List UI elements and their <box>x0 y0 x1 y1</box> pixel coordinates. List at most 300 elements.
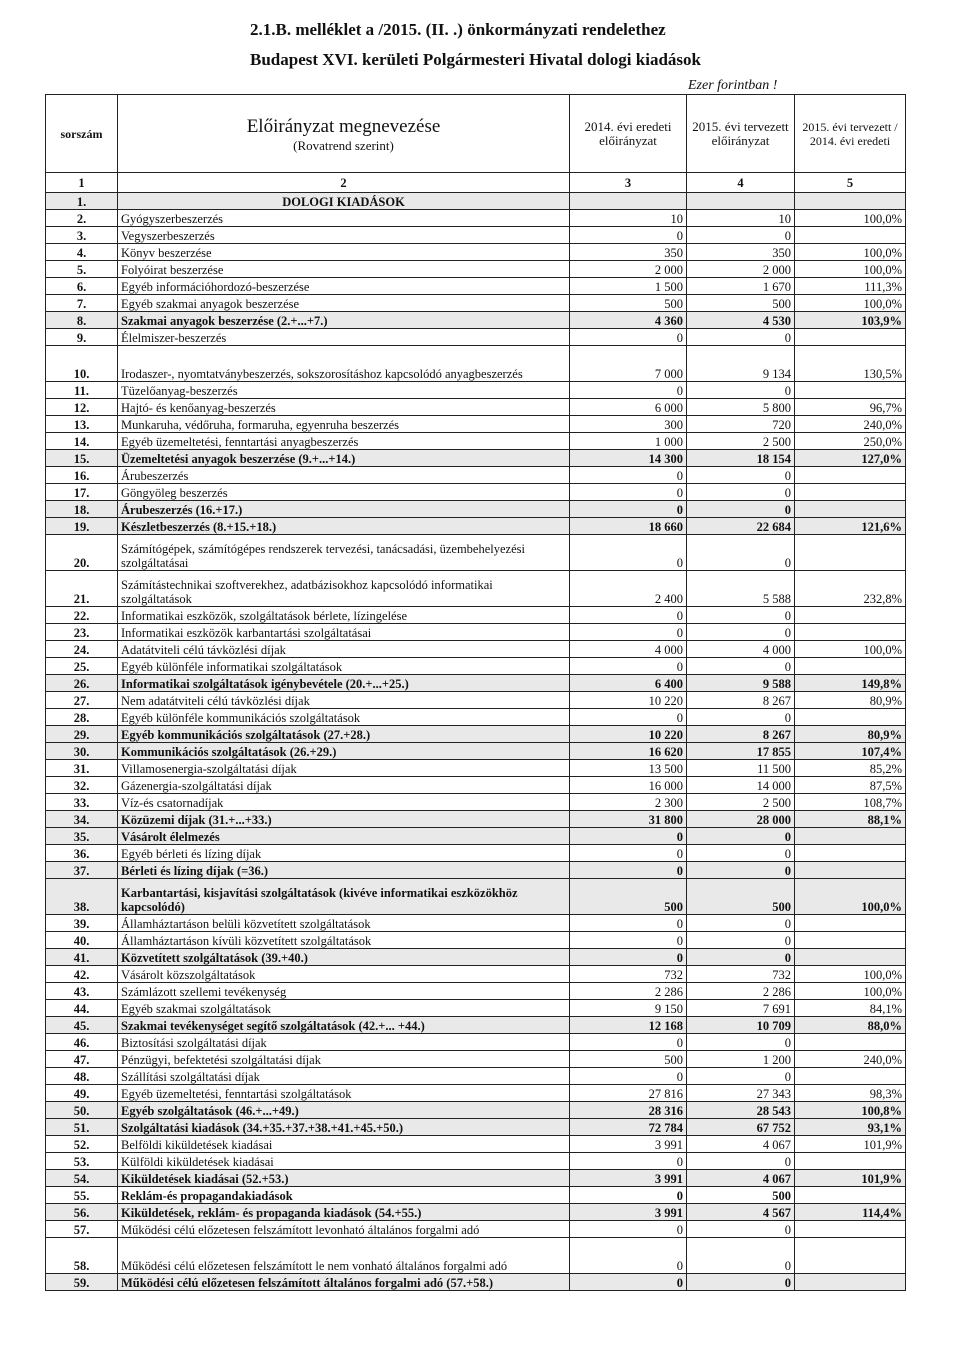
table-row <box>46 382 906 399</box>
value-2015: 0 <box>687 915 795 932</box>
value-ratio <box>795 932 906 949</box>
row-number: 33. <box>46 794 118 811</box>
value-2014: 6 400 <box>570 675 687 692</box>
header-name-sub: (Rovatrend szerint) <box>293 137 394 153</box>
row-number: 3. <box>46 227 118 244</box>
table-row <box>46 346 906 382</box>
row-number: 26. <box>46 675 118 692</box>
row-name: Biztosítási szolgáltatási díjak <box>118 1034 570 1051</box>
row-number: 23. <box>46 624 118 641</box>
value-ratio: 101,9% <box>795 1136 906 1153</box>
table-row <box>46 709 906 726</box>
row-name: Hajtó- és kenőanyag-beszerzés <box>118 399 570 416</box>
value-ratio: 96,7% <box>795 399 906 416</box>
value-2015: 0 <box>687 1068 795 1085</box>
table-row <box>46 295 906 312</box>
value-ratio: 88,1% <box>795 811 906 828</box>
row-name: Számlázott szellemi tevékenység <box>118 983 570 1000</box>
value-2015: 4 067 <box>687 1170 795 1187</box>
row-number: 44. <box>46 1000 118 1017</box>
budget-table <box>45 94 906 1291</box>
value-ratio: 232,8% <box>795 571 906 607</box>
value-ratio: 250,0% <box>795 433 906 450</box>
row-name: Élelmiszer-beszerzés <box>118 329 570 346</box>
value-2014: 2 400 <box>570 571 687 607</box>
row-name: Egyéb különféle informatikai szolgáltatások <box>118 658 570 675</box>
table-row <box>46 312 906 329</box>
value-2014: 3 991 <box>570 1204 687 1221</box>
value-ratio <box>795 382 906 399</box>
row-name: Árubeszerzés <box>118 467 570 484</box>
table-row <box>46 450 906 467</box>
value-ratio: 103,9% <box>795 312 906 329</box>
value-2015: 27 343 <box>687 1085 795 1102</box>
row-name: Vegyszerbeszerzés <box>118 227 570 244</box>
value-2015: 4 067 <box>687 1136 795 1153</box>
row-number: 38. <box>46 879 118 915</box>
row-name: Szakmai anyagok beszerzése (2.+...+7.) <box>118 312 570 329</box>
value-ratio: 80,9% <box>795 692 906 709</box>
row-number: 12. <box>46 399 118 416</box>
row-name: Államháztartáson belüli közvetített szolgáltatások <box>118 915 570 932</box>
table-row <box>46 227 906 244</box>
row-number: 56. <box>46 1204 118 1221</box>
row-name: Reklám-és propagandakiadások <box>118 1187 570 1204</box>
value-2015: 28 000 <box>687 811 795 828</box>
value-ratio: 149,8% <box>795 675 906 692</box>
value-2014: 18 660 <box>570 518 687 535</box>
value-2014: 0 <box>570 1153 687 1170</box>
value-2014: 31 800 <box>570 811 687 828</box>
value-2014: 10 220 <box>570 726 687 743</box>
row-number: 39. <box>46 915 118 932</box>
table-row <box>46 1274 906 1291</box>
value-ratio: 84,1% <box>795 1000 906 1017</box>
value-2014: 3 991 <box>570 1170 687 1187</box>
row-name: Működési célú előzetesen felszámított le nem vonható általános forgalmi adó <box>118 1238 570 1274</box>
value-ratio <box>795 658 906 675</box>
value-ratio <box>795 467 906 484</box>
table-row <box>46 949 906 966</box>
value-ratio <box>795 915 906 932</box>
row-name: Egyéb szakmai anyagok beszerzése <box>118 295 570 312</box>
row-number: 10. <box>46 346 118 382</box>
value-2014: 0 <box>570 862 687 879</box>
value-2015: 0 <box>687 607 795 624</box>
row-number: 53. <box>46 1153 118 1170</box>
table-row <box>46 692 906 709</box>
row-number: 40. <box>46 932 118 949</box>
value-ratio <box>795 501 906 518</box>
row-number: 57. <box>46 1221 118 1238</box>
value-ratio <box>795 329 906 346</box>
value-2014: 732 <box>570 966 687 983</box>
value-ratio: 87,5% <box>795 777 906 794</box>
row-number: 37. <box>46 862 118 879</box>
table-row <box>46 1170 906 1187</box>
row-number: 29. <box>46 726 118 743</box>
row-name: Államháztartáson kívüli közvetített szolgáltatások <box>118 932 570 949</box>
row-name: Vásárolt élelmezés <box>118 828 570 845</box>
table-row <box>46 641 906 658</box>
row-name: Kommunikációs szolgáltatások (26.+29.) <box>118 743 570 760</box>
row-name: Gyógyszerbeszerzés <box>118 210 570 227</box>
value-ratio <box>795 1187 906 1204</box>
row-number: 45. <box>46 1017 118 1034</box>
unit-note: Ezer forintban ! <box>688 78 778 93</box>
row-name: Egyéb kommunikációs szolgáltatások (27.+28.) <box>118 726 570 743</box>
row-number: 34. <box>46 811 118 828</box>
table-row <box>46 1034 906 1051</box>
value-2014: 0 <box>570 1068 687 1085</box>
row-number: 2. <box>46 210 118 227</box>
value-ratio: 100,0% <box>795 983 906 1000</box>
value-2014: 28 316 <box>570 1102 687 1119</box>
table-row <box>46 658 906 675</box>
row-number: 42. <box>46 966 118 983</box>
row-name: Egyéb üzemeltetési, fenntartási szolgáltatások <box>118 1085 570 1102</box>
value-2015: 732 <box>687 966 795 983</box>
value-ratio: 130,5% <box>795 346 906 382</box>
row-number: 8. <box>46 312 118 329</box>
value-ratio <box>795 607 906 624</box>
value-ratio: 240,0% <box>795 416 906 433</box>
value-2015: 0 <box>687 624 795 641</box>
row-number: 48. <box>46 1068 118 1085</box>
value-2014: 0 <box>570 845 687 862</box>
value-2015: 9 134 <box>687 346 795 382</box>
value-2015: 0 <box>687 932 795 949</box>
value-2014: 0 <box>570 227 687 244</box>
value-2014: 6 000 <box>570 399 687 416</box>
value-ratio: 100,0% <box>795 244 906 261</box>
value-2015: 0 <box>687 949 795 966</box>
row-name: Pénzügyi, befektetési szolgáltatási díjak <box>118 1051 570 1068</box>
col-number: 4 <box>687 173 795 193</box>
value-ratio: 101,9% <box>795 1170 906 1187</box>
row-number: 36. <box>46 845 118 862</box>
table-row <box>46 1153 906 1170</box>
value-2015: 8 267 <box>687 726 795 743</box>
table-row <box>46 675 906 692</box>
row-number: 21. <box>46 571 118 607</box>
value-2015: 0 <box>687 467 795 484</box>
row-name: Kiküldetések, reklám- és propaganda kiadások (54.+55.) <box>118 1204 570 1221</box>
value-2015: 500 <box>687 879 795 915</box>
value-2015: 2 500 <box>687 794 795 811</box>
value-2014: 0 <box>570 709 687 726</box>
value-2015: 11 500 <box>687 760 795 777</box>
value-2015: 2 500 <box>687 433 795 450</box>
value-2015: 0 <box>687 484 795 501</box>
col-number: 3 <box>570 173 687 193</box>
value-ratio: 114,4% <box>795 1204 906 1221</box>
value-2014: 0 <box>570 915 687 932</box>
row-name: Közvetített szolgáltatások (39.+40.) <box>118 949 570 966</box>
table-row <box>46 433 906 450</box>
value-2014: 300 <box>570 416 687 433</box>
header-name <box>118 95 570 173</box>
value-2015: 0 <box>687 709 795 726</box>
value-2014: 0 <box>570 828 687 845</box>
value-2014: 2 286 <box>570 983 687 1000</box>
table-row <box>46 244 906 261</box>
row-name: Külföldi kiküldetések kiadásai <box>118 1153 570 1170</box>
table-row <box>46 828 906 845</box>
value-2015: 0 <box>687 828 795 845</box>
table-row <box>46 501 906 518</box>
value-2015: 10 <box>687 210 795 227</box>
value-2014: 13 500 <box>570 760 687 777</box>
value-2015: 0 <box>687 535 795 571</box>
table-row <box>46 1102 906 1119</box>
value-2014: 0 <box>570 1221 687 1238</box>
value-ratio: 100,0% <box>795 210 906 227</box>
table-row <box>46 193 906 210</box>
table-row <box>46 518 906 535</box>
row-name: Informatikai eszközök karbantartási szolgáltatásai <box>118 624 570 641</box>
value-2015: 0 <box>687 1153 795 1170</box>
row-number: 43. <box>46 983 118 1000</box>
value-2014: 10 <box>570 210 687 227</box>
value-ratio: 121,6% <box>795 518 906 535</box>
value-ratio: 100,8% <box>795 1102 906 1119</box>
row-name: Bérleti és lízing díjak (=36.) <box>118 862 570 879</box>
value-2014: 12 168 <box>570 1017 687 1034</box>
value-2015: 4 530 <box>687 312 795 329</box>
row-name: Egyéb bérleti és lízing díjak <box>118 845 570 862</box>
table-row <box>46 1000 906 1017</box>
row-name: Víz-és csatornadíjak <box>118 794 570 811</box>
row-name: DOLOGI KIADÁSOK <box>118 193 570 210</box>
table-row <box>46 983 906 1000</box>
value-ratio: 127,0% <box>795 450 906 467</box>
value-ratio: 100,0% <box>795 295 906 312</box>
row-name: Karbantartási, kisjavítási szolgáltatások (kivéve informatikai eszközökhöz kapcsolódó) <box>118 879 570 915</box>
row-number: 22. <box>46 607 118 624</box>
table-row <box>46 1085 906 1102</box>
value-ratio: 93,1% <box>795 1119 906 1136</box>
value-ratio: 100,0% <box>795 261 906 278</box>
value-2015: 0 <box>687 1221 795 1238</box>
value-2015: 1 200 <box>687 1051 795 1068</box>
row-name: Informatikai szolgáltatások igénybevétele (20.+...+25.) <box>118 675 570 692</box>
value-ratio <box>795 1238 906 1274</box>
value-2014: 500 <box>570 879 687 915</box>
document-subtitle: Budapest XVI. kerületi Polgármesteri Hivatal dologi kiadások <box>250 50 701 69</box>
value-2014: 0 <box>570 535 687 571</box>
value-2014: 0 <box>570 1034 687 1051</box>
value-2014: 4 360 <box>570 312 687 329</box>
row-number: 24. <box>46 641 118 658</box>
value-2015: 4 000 <box>687 641 795 658</box>
row-name: Egyéb szakmai szolgáltatások <box>118 1000 570 1017</box>
value-2014: 27 816 <box>570 1085 687 1102</box>
value-ratio <box>795 1068 906 1085</box>
row-number: 14. <box>46 433 118 450</box>
value-2015: 1 670 <box>687 278 795 295</box>
value-ratio: 107,4% <box>795 743 906 760</box>
row-name: Kiküldetések kiadásai (52.+53.) <box>118 1170 570 1187</box>
row-number: 58. <box>46 1238 118 1274</box>
table-row <box>46 726 906 743</box>
value-ratio <box>795 845 906 862</box>
value-2015: 0 <box>687 845 795 862</box>
table-row <box>46 932 906 949</box>
row-name: Informatikai eszközök, szolgáltatások bérlete, lízingelése <box>118 607 570 624</box>
row-number: 41. <box>46 949 118 966</box>
table-row <box>46 467 906 484</box>
row-name: Göngyöleg beszerzés <box>118 484 570 501</box>
row-number: 35. <box>46 828 118 845</box>
table-row <box>46 1187 906 1204</box>
value-2014: 2 300 <box>570 794 687 811</box>
value-ratio <box>795 949 906 966</box>
row-name: Üzemeltetési anyagok beszerzése (9.+...+14.) <box>118 450 570 467</box>
row-number: 27. <box>46 692 118 709</box>
table-row <box>46 624 906 641</box>
value-2015: 22 684 <box>687 518 795 535</box>
table-row <box>46 1136 906 1153</box>
table-row <box>46 1119 906 1136</box>
col-number: 5 <box>795 173 906 193</box>
header-ratio: 2015. évi tervezett / 2014. évi eredeti <box>795 95 906 173</box>
value-2014: 0 <box>570 949 687 966</box>
value-ratio: 88,0% <box>795 1017 906 1034</box>
value-2015: 500 <box>687 1187 795 1204</box>
row-number: 49. <box>46 1085 118 1102</box>
row-name: Működési célú előzetesen felszámított levonható általános forgalmi adó <box>118 1221 570 1238</box>
row-number: 47. <box>46 1051 118 1068</box>
row-number: 7. <box>46 295 118 312</box>
table-row <box>46 571 906 607</box>
col-number: 1 <box>46 173 118 193</box>
table-row <box>46 862 906 879</box>
row-name: Egyéb üzemeltetési, fenntartási anyagbeszerzés <box>118 433 570 450</box>
value-2014: 16 620 <box>570 743 687 760</box>
value-ratio: 100,0% <box>795 641 906 658</box>
row-number: 32. <box>46 777 118 794</box>
row-name: Szállítási szolgáltatási díjak <box>118 1068 570 1085</box>
value-2015: 8 267 <box>687 692 795 709</box>
value-ratio <box>795 828 906 845</box>
header-sorszam: sorszám <box>46 95 118 173</box>
value-2015: 67 752 <box>687 1119 795 1136</box>
table-row <box>46 535 906 571</box>
table-row <box>46 743 906 760</box>
row-number: 13. <box>46 416 118 433</box>
header-name-title: Előirányzat megnevezése <box>246 115 441 137</box>
row-number: 9. <box>46 329 118 346</box>
table-row <box>46 1204 906 1221</box>
value-2014: 0 <box>570 501 687 518</box>
value-2015: 0 <box>687 382 795 399</box>
value-2014: 16 000 <box>570 777 687 794</box>
value-2014: 0 <box>570 484 687 501</box>
row-name: Árubeszerzés (16.+17.) <box>118 501 570 518</box>
value-2015: 0 <box>687 501 795 518</box>
value-2015: 500 <box>687 295 795 312</box>
row-name: Folyóirat beszerzése <box>118 261 570 278</box>
value-ratio <box>795 484 906 501</box>
header-2015: 2015. évi tervezett előirányzat <box>687 95 795 173</box>
row-name: Irodaszer-, nyomtatványbeszerzés, sokszorosításhoz kapcsolódó anyagbeszerzés <box>118 346 570 382</box>
value-2015: 0 <box>687 1034 795 1051</box>
value-2015: 18 154 <box>687 450 795 467</box>
value-2015: 2 286 <box>687 983 795 1000</box>
row-name: Egyéb információhordozó-beszerzése <box>118 278 570 295</box>
value-ratio <box>795 1034 906 1051</box>
value-2014: 14 300 <box>570 450 687 467</box>
value-2015: 14 000 <box>687 777 795 794</box>
value-ratio <box>795 862 906 879</box>
table-row <box>46 1221 906 1238</box>
value-ratio: 240,0% <box>795 1051 906 1068</box>
value-2014: 7 000 <box>570 346 687 382</box>
row-number: 54. <box>46 1170 118 1187</box>
table-row <box>46 607 906 624</box>
value-ratio: 108,7% <box>795 794 906 811</box>
row-name: Vásárolt közszolgáltatások <box>118 966 570 983</box>
table-row <box>46 915 906 932</box>
row-number: 16. <box>46 467 118 484</box>
table-row <box>46 261 906 278</box>
table-row <box>46 1238 906 1274</box>
value-2014: 2 000 <box>570 261 687 278</box>
row-number: 4. <box>46 244 118 261</box>
value-ratio: 111,3% <box>795 278 906 295</box>
value-2014: 0 <box>570 624 687 641</box>
value-2014: 0 <box>570 1187 687 1204</box>
row-name: Villamosenergia-szolgáltatási díjak <box>118 760 570 777</box>
row-number: 30. <box>46 743 118 760</box>
row-number: 5. <box>46 261 118 278</box>
value-2015: 720 <box>687 416 795 433</box>
value-2014: 0 <box>570 382 687 399</box>
row-number: 25. <box>46 658 118 675</box>
value-2014: 350 <box>570 244 687 261</box>
value-2014: 10 220 <box>570 692 687 709</box>
value-ratio <box>795 709 906 726</box>
value-2014: 0 <box>570 932 687 949</box>
value-ratio: 98,3% <box>795 1085 906 1102</box>
table-row <box>46 794 906 811</box>
row-name: Könyv beszerzése <box>118 244 570 261</box>
value-ratio <box>795 1274 906 1291</box>
row-number: 51. <box>46 1119 118 1136</box>
table-row <box>46 777 906 794</box>
value-ratio: 80,9% <box>795 726 906 743</box>
row-name: Készletbeszerzés (8.+15.+18.) <box>118 518 570 535</box>
value-2015: 0 <box>687 329 795 346</box>
row-name: Munkaruha, védőruha, formaruha, egyenruha beszerzés <box>118 416 570 433</box>
row-name: Számítógépek, számítógépes rendszerek tervezési, tanácsadási, üzembehelyezési szolgáltatásai <box>118 535 570 571</box>
row-number: 17. <box>46 484 118 501</box>
row-name: Egyéb különféle kommunikációs szolgáltatások <box>118 709 570 726</box>
table-row <box>46 845 906 862</box>
row-name: Egyéb szolgáltatások (46.+...+49.) <box>118 1102 570 1119</box>
row-name: Szolgáltatási kiadások (34.+35.+37.+38.+41.+45.+50.) <box>118 1119 570 1136</box>
row-name: Számítástechnikai szoftverekhez, adatbázisokhoz kapcsolódó informatikai szolgáltatások <box>118 571 570 607</box>
value-2015: 0 <box>687 658 795 675</box>
value-2015: 0 <box>687 1274 795 1291</box>
row-number: 6. <box>46 278 118 295</box>
value-ratio <box>795 624 906 641</box>
value-ratio <box>795 1221 906 1238</box>
row-number: 11. <box>46 382 118 399</box>
value-2014: 500 <box>570 1051 687 1068</box>
row-number: 59. <box>46 1274 118 1291</box>
